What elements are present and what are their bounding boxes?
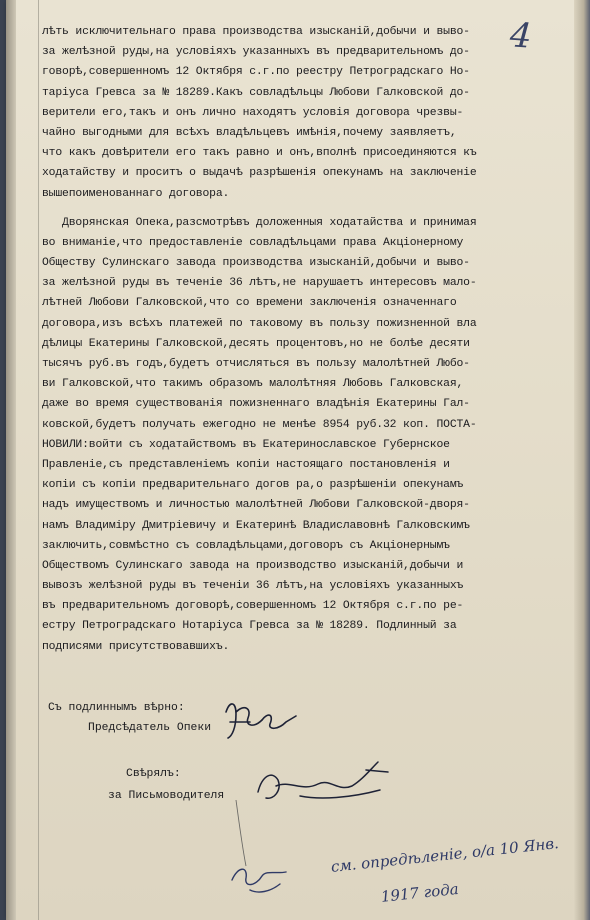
body-line: за желѣзной руды,на условіяхъ указанныхъ въ предварительномъ до- [42, 46, 470, 59]
body-line: естру Петроградскаго Нотаріуса Гревса за № 18289. Подлинный за [42, 620, 457, 633]
body-line: надъ имуществомъ и личностью малолѣтней Любови Галковской-дворя- [42, 499, 470, 512]
body-line: во вниманіе,что предоставленіе совладѣльцами права Акціонерному [42, 236, 464, 249]
checked-label: Свѣрялъ: [126, 768, 181, 780]
copy-true-label: Съ подлиннымъ вѣрно: [48, 702, 185, 714]
body-line: Обществомъ Сулинскаго завода на производство изысканій,добычи и [42, 559, 464, 572]
body-line: вышепоименованнаго договора. [42, 187, 230, 200]
body-line: заключить,совмѣстно съ совладѣльцами,договоръ съ Акціонернымъ [42, 539, 450, 552]
chairman-label: Предсѣдатель Опеки [88, 722, 212, 734]
document-page [6, 0, 574, 920]
body-line: копіи съ копіи предварительнаго догов ра,о разрѣшеніи опекунамъ [42, 479, 464, 492]
folio-number: 4 [508, 15, 534, 57]
body-line: что какъ довѣрители его такъ равно и онъ,вполнѣ присоединяются къ [42, 147, 477, 160]
body-line: лѣтней Любови Галковской,что со времени заключенія означеннаго [42, 297, 457, 310]
body-line: НОВИЛИ:войти съ ходатайствомъ въ Екатеринославское Губернское [42, 438, 450, 451]
body-line: въ предварительномъ договорѣ,совершенномъ 12 Октября с.г.по ре- [42, 600, 464, 613]
body-line: Дворянская Опека,разсмотрѣвъ доложенныя ходатайства и принимая [42, 216, 477, 229]
body-line: Правленіе,съ представленіемъ копіи настоящаго постановленія и [42, 458, 450, 471]
background-strip [574, 0, 590, 920]
body-line: намъ Владиміру Дмитріевичу и Екатеринѣ Владиславовнѣ Галковскимъ [42, 519, 470, 532]
body-line: даже во время существованія пожизненнаго владѣнія Екатерины Гал- [42, 398, 470, 411]
body-line: дѣлицы Екатерины Галковской,десять процентовъ,но не болѣе десяти [42, 337, 470, 350]
body-line: лѣть исключительнаго права производства изысканій,добычи и выво- [42, 26, 470, 38]
document-body [42, 22, 562, 657]
page-binding-edge [6, 0, 16, 920]
body-line: таріуса Гревса за № 18289.Какъ совладѣльцы Любови Галковской до- [42, 86, 470, 99]
body-line: чайно выгодными для всѣхъ владѣльцевъ имѣнія,почему заявляетъ, [42, 126, 457, 139]
handwritten-note-line2: 1917 года [380, 879, 460, 906]
body-line: договора,изъ всѣхъ платежей по таковому въ пользу пожизненной вла [42, 317, 477, 330]
clerk-label: за Письмоводителя [108, 790, 225, 802]
body-line: Обществу Сулинскаго завода производства изысканій,добычи и выво- [42, 257, 470, 270]
body-line: верители его,такъ и онъ лично находятъ условія договора чрезвы- [42, 106, 464, 119]
body-line: вывозъ желѣзной руды въ теченіи 36 лѣтъ,на условіяхъ указанныхъ [42, 580, 464, 593]
body-line: ковской,будетъ получать ежегодно не менѣе 8954 руб.32 коп. ПОСТА- [42, 418, 477, 431]
body-line: подписями присутствовавшихъ. [42, 640, 230, 653]
body-line: ви Галковской,что такимъ образомъ малолѣтняя Любовь Галковская, [42, 378, 464, 391]
body-line: за желѣзной руды въ теченіе 36 лѣтъ,не нарушаетъ интересовъ мало- [42, 277, 477, 290]
body-line: говорѣ,совершенномъ 12 Октября с.г.по реестру Петроградскаго Но- [42, 66, 470, 79]
margin-rule [38, 0, 39, 920]
body-line: ходатайству и проситъ о выдачѣ разрѣшенія опекунамъ на заключеніе [42, 167, 477, 180]
handwritten-note-line1: см. опредѣленіе, о/а 10 Янв. [330, 834, 560, 876]
body-line: тысячъ руб.въ годъ,будетъ отчисляться въ пользу малолѣтней Любо- [42, 358, 470, 370]
body-line [42, 204, 562, 213]
